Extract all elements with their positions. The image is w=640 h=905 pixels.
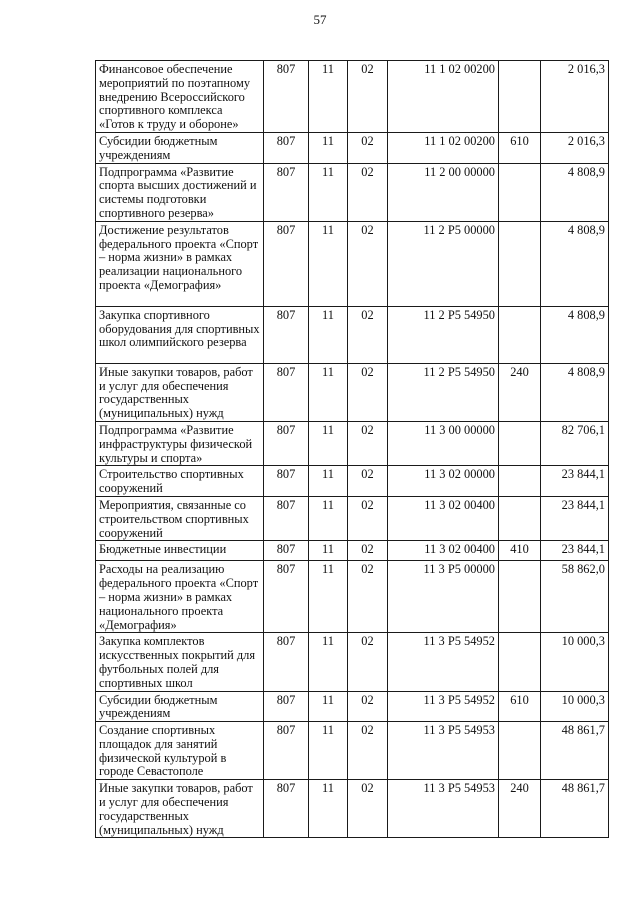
department-code-cell: 807 (264, 496, 309, 540)
row-name-cell: Подпрограмма «Развитие спорта высших достижений и системы подготовки спортивного резерва» (96, 163, 264, 221)
amount-cell: 4 808,9 (541, 221, 609, 306)
section-code-cell: 11 (309, 61, 348, 133)
row-name-cell: Создание спортивных площадок для занятий физической культурой в городе Севастополе (96, 722, 264, 780)
row-name-cell: Субсидии бюджетным учреждениям (96, 691, 264, 722)
row-name-cell: Закупка комплектов искусственных покрытий для футбольных полей для спортивных школ (96, 633, 264, 691)
target-article-cell: 11 3 P5 54952 (388, 633, 499, 691)
row-name-cell: Расходы на реализацию федерального проекта «Спорт – норма жизни» в рамках национального проекта «Демография» (96, 561, 264, 633)
department-code-cell: 807 (264, 363, 309, 421)
amount-cell: 48 861,7 (541, 780, 609, 838)
table-row (96, 421, 609, 465)
department-code-cell: 807 (264, 466, 309, 497)
target-article-cell: 11 2 P5 54950 (388, 306, 499, 363)
section-code-cell: 11 (309, 132, 348, 163)
subsection-code-cell: 02 (348, 541, 388, 561)
table-row (96, 163, 609, 221)
page-number: 57 (313, 12, 327, 27)
subsection-code-cell: 02 (348, 466, 388, 497)
section-code-cell: 11 (309, 306, 348, 363)
section-code-cell: 11 (309, 466, 348, 497)
expense-type-cell: 410 (499, 541, 541, 561)
department-code-cell: 807 (264, 541, 309, 561)
expense-type-cell (499, 61, 541, 133)
section-code-cell: 11 (309, 722, 348, 780)
table-row (96, 306, 609, 363)
target-article-cell: 11 3 P5 00000 (388, 561, 499, 633)
target-article-cell: 11 3 00 00000 (388, 421, 499, 465)
row-name-cell: Субсидии бюджетным учреждениям (96, 132, 264, 163)
target-article-cell: 11 3 P5 54953 (388, 722, 499, 780)
subsection-code-cell: 02 (348, 61, 388, 133)
subsection-code-cell: 02 (348, 561, 388, 633)
amount-cell: 4 808,9 (541, 163, 609, 221)
subsection-code-cell: 02 (348, 722, 388, 780)
row-name-cell: Достижение результатов федерального проекта «Спорт – норма жизни» в рамках реализации национального проекта «Демография» (96, 221, 264, 306)
target-article-cell: 11 2 P5 54950 (388, 363, 499, 421)
target-article-cell: 11 1 02 00200 (388, 132, 499, 163)
subsection-code-cell: 02 (348, 163, 388, 221)
target-article-cell: 11 3 02 00000 (388, 466, 499, 497)
expense-type-cell (499, 561, 541, 633)
amount-cell: 2 016,3 (541, 61, 609, 133)
expense-type-cell: 610 (499, 691, 541, 722)
amount-cell: 4 808,9 (541, 306, 609, 363)
target-article-cell: 11 2 P5 00000 (388, 221, 499, 306)
subsection-code-cell: 02 (348, 691, 388, 722)
department-code-cell: 807 (264, 561, 309, 633)
amount-cell: 10 000,3 (541, 691, 609, 722)
section-code-cell: 11 (309, 561, 348, 633)
section-code-cell: 11 (309, 691, 348, 722)
section-code-cell: 11 (309, 496, 348, 540)
department-code-cell: 807 (264, 691, 309, 722)
row-name-cell: Мероприятия, связанные со строительством спортивных сооружений (96, 496, 264, 540)
target-article-cell: 11 1 02 00200 (388, 61, 499, 133)
expense-type-cell: 240 (499, 780, 541, 838)
expense-type-cell (499, 633, 541, 691)
section-code-cell: 11 (309, 421, 348, 465)
amount-cell: 10 000,3 (541, 633, 609, 691)
expense-type-cell (499, 421, 541, 465)
amount-cell: 2 016,3 (541, 132, 609, 163)
section-code-cell: 11 (309, 363, 348, 421)
target-article-cell: 11 2 00 00000 (388, 163, 499, 221)
expense-type-cell (499, 722, 541, 780)
department-code-cell: 807 (264, 306, 309, 363)
budget-table (95, 60, 609, 838)
expense-type-cell (499, 163, 541, 221)
section-code-cell: 11 (309, 541, 348, 561)
department-code-cell: 807 (264, 421, 309, 465)
subsection-code-cell: 02 (348, 306, 388, 363)
department-code-cell: 807 (264, 780, 309, 838)
department-code-cell: 807 (264, 163, 309, 221)
amount-cell: 82 706,1 (541, 421, 609, 465)
expense-type-cell (499, 496, 541, 540)
expense-type-cell (499, 306, 541, 363)
table-row (96, 633, 609, 691)
target-article-cell: 11 3 P5 54952 (388, 691, 499, 722)
row-name-cell: Подпрограмма «Развитие инфраструктуры физической культуры и спорта» (96, 421, 264, 465)
section-code-cell: 11 (309, 221, 348, 306)
table-row (96, 722, 609, 780)
department-code-cell: 807 (264, 221, 309, 306)
target-article-cell: 11 3 P5 54953 (388, 780, 499, 838)
amount-cell: 23 844,1 (541, 466, 609, 497)
table-row (96, 466, 609, 497)
subsection-code-cell: 02 (348, 363, 388, 421)
department-code-cell: 807 (264, 633, 309, 691)
table-row (96, 221, 609, 306)
row-name-cell: Иные закупки товаров, работ и услуг для обеспечения государственных (муниципальных) нужд (96, 780, 264, 838)
subsection-code-cell: 02 (348, 780, 388, 838)
amount-cell: 48 861,7 (541, 722, 609, 780)
table-row (96, 691, 609, 722)
table-row (96, 363, 609, 421)
target-article-cell: 11 3 02 00400 (388, 496, 499, 540)
subsection-code-cell: 02 (348, 132, 388, 163)
table-row (96, 496, 609, 540)
expense-type-cell: 610 (499, 132, 541, 163)
subsection-code-cell: 02 (348, 221, 388, 306)
table-row (96, 541, 609, 561)
row-name-cell: Финансовое обеспечение мероприятий по поэтапному внедрению Всероссийского спортивного комплекса «Готов к труду и обороне» (96, 61, 264, 133)
row-name-cell: Иные закупки товаров, работ и услуг для обеспечения государственных (муниципальных) нужд (96, 363, 264, 421)
expense-type-cell: 240 (499, 363, 541, 421)
subsection-code-cell: 02 (348, 633, 388, 691)
row-name-cell: Бюджетные инвестиции (96, 541, 264, 561)
subsection-code-cell: 02 (348, 496, 388, 540)
department-code-cell: 807 (264, 61, 309, 133)
row-name-cell: Закупка спортивного оборудования для спортивных школ олимпийского резерва (96, 306, 264, 363)
expense-type-cell (499, 221, 541, 306)
target-article-cell: 11 3 02 00400 (388, 541, 499, 561)
row-name-cell: Строительство спортивных сооружений (96, 466, 264, 497)
amount-cell: 58 862,0 (541, 561, 609, 633)
amount-cell: 23 844,1 (541, 496, 609, 540)
section-code-cell: 11 (309, 163, 348, 221)
subsection-code-cell: 02 (348, 421, 388, 465)
table-row (96, 132, 609, 163)
table-row (96, 780, 609, 838)
section-code-cell: 11 (309, 633, 348, 691)
table-row (96, 561, 609, 633)
amount-cell: 23 844,1 (541, 541, 609, 561)
department-code-cell: 807 (264, 722, 309, 780)
amount-cell: 4 808,9 (541, 363, 609, 421)
department-code-cell: 807 (264, 132, 309, 163)
expense-type-cell (499, 466, 541, 497)
table-row (96, 61, 609, 133)
section-code-cell: 11 (309, 780, 348, 838)
